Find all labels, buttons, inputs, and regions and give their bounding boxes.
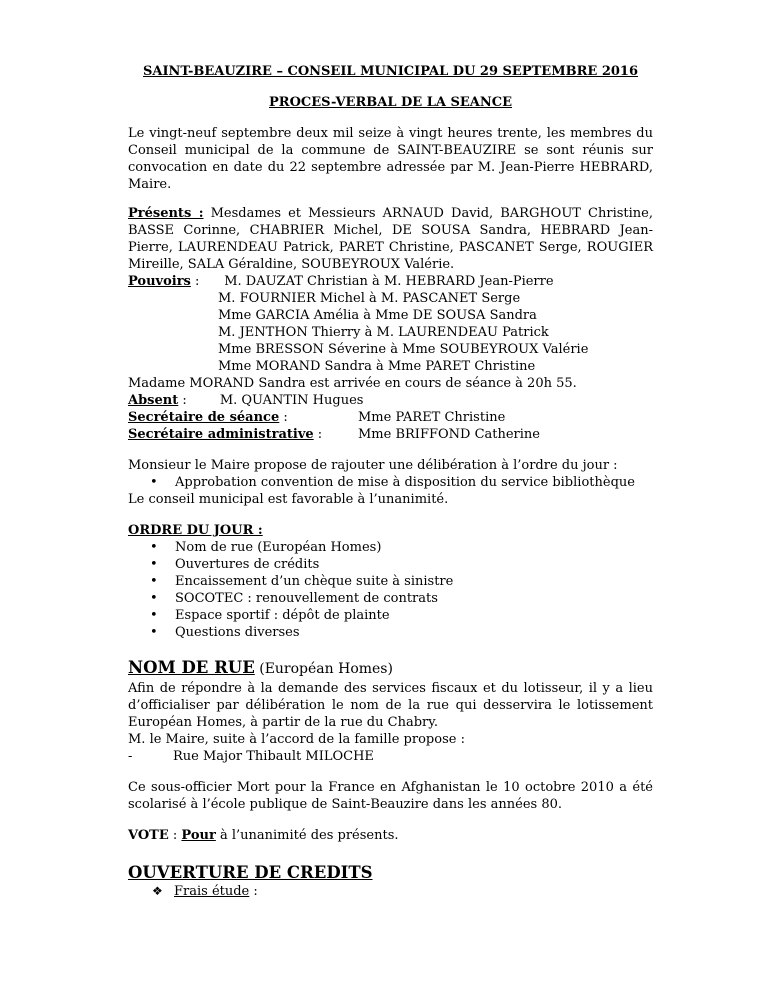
pouvoirs-separator: : bbox=[190, 274, 225, 289]
vote-label: VOTE bbox=[128, 828, 169, 843]
list-item: • Approbation convention de mise à disposition du service bibliothèque bbox=[128, 474, 653, 491]
vote-rest: à l’unanimité des présents. bbox=[215, 828, 399, 843]
pouvoir-item: Mme GARCIA Amélia à Mme DE SOUSA Sandra bbox=[218, 308, 537, 323]
pouvoir-item: M. FOURNIER Michel à M. PASCANET Serge bbox=[218, 291, 521, 306]
vote-separator: : bbox=[168, 828, 182, 843]
list-item: • Ouvertures de crédits bbox=[128, 556, 653, 573]
page-subtitle: PROCES-VERBAL DE LA SEANCE bbox=[269, 95, 512, 110]
pouvoirs-label: Pouvoirs bbox=[128, 274, 191, 289]
ouverture-item-label: Frais étude bbox=[174, 884, 250, 899]
secretaire-admin-value: Mme BRIFFOND Catherine bbox=[358, 427, 540, 442]
nom-de-rue-subheading: (Européan Homes) bbox=[254, 661, 393, 677]
dash-bullet: - bbox=[128, 749, 133, 764]
vote-line bbox=[128, 827, 653, 844]
document-page bbox=[128, 63, 653, 900]
nom-de-rue-heading: NOM DE RUE bbox=[128, 658, 255, 677]
ordre-du-jour-list bbox=[128, 539, 653, 641]
list-item: • Nom de rue (Européan Homes) bbox=[128, 539, 653, 556]
list-item: • Encaissement d’un chèque suite à sinistre bbox=[128, 573, 653, 590]
presents-label: Présents : bbox=[128, 206, 204, 221]
nom-de-rue-paragraph: Afin de répondre à la demande des services fiscaux et du lotisseur, il y a lieu d’officialiser par délibération le nom de la rue qui desservira le lotissement Européan Homes, à partir de la rue du Chabry. bbox=[128, 681, 653, 730]
presents-paragraph bbox=[128, 205, 653, 273]
section-heading-nom-de-rue bbox=[128, 657, 653, 680]
nom-de-rue-proposal-intro: M. le Maire, suite à l’accord de la famille propose : bbox=[128, 732, 465, 747]
pouvoir-item: Mme BRESSON Séverine à Mme SOUBEYROUX Valérie bbox=[218, 342, 589, 357]
addition-result: Le conseil municipal est favorable à l’unanimité. bbox=[128, 492, 449, 507]
presents-text: Mesdames et Messieurs ARNAUD David, BARGHOUT Christine, BASSE Corinne, CHABRIER Michel, DE SOUSA Sandra, HEBRARD Jean-Pierre, LAURENDEAU Patrick, PARET Christine, PASCANET Serge, ROUGIER Mireille, SALA Géraldine, SOUBEYROUX Valérie. bbox=[128, 206, 653, 272]
pouvoir-item: M. DAUZAT Christian à M. HEBRARD Jean-Pierre bbox=[224, 274, 554, 289]
secretaire-admin-line bbox=[128, 426, 653, 443]
nom-de-rue-context: Ce sous-officier Mort pour la France en Afghanistan le 10 octobre 2010 a été scolarisé à l’école publique de Saint-Beauzire dans les années 80. bbox=[128, 780, 653, 812]
absent-label: Absent bbox=[128, 393, 179, 408]
ouverture-item bbox=[128, 883, 653, 900]
ouverture-item-suffix: : bbox=[249, 884, 258, 899]
list-item: • Espace sportif : dépôt de plainte bbox=[128, 607, 653, 624]
list-item: • Questions diverses bbox=[128, 624, 653, 641]
absent-value: M. QUANTIN Hugues bbox=[219, 393, 364, 408]
intro-paragraph: Le vingt-neuf septembre deux mil seize à vingt heures trente, les membres du Conseil municipal de la commune de SAINT-BEAUZIRE se sont réunis sur convocation en date du 22 septembre adressée par M. Jean-Pierre HEBRARD, Maire. bbox=[128, 126, 653, 192]
secretaire-seance-value: Mme PARET Christine bbox=[358, 410, 506, 425]
absent-separator: : bbox=[178, 393, 220, 408]
absent-line bbox=[128, 392, 653, 409]
pouvoirs-block bbox=[128, 273, 653, 375]
secretaire-admin-label: Secrétaire administrative bbox=[128, 427, 314, 442]
secretaire-seance-line bbox=[128, 409, 653, 426]
diamond-bullet-icon: ❖ bbox=[152, 884, 163, 898]
nom-de-rue-proposal bbox=[128, 748, 653, 765]
secretaire-seance-label: Secrétaire de séance bbox=[128, 410, 280, 425]
page-title: SAINT-BEAUZIRE – CONSEIL MUNICIPAL DU 29 SEPTEMBRE 2016 bbox=[142, 64, 638, 79]
pouvoir-item: Mme MORAND Sandra à Mme PARET Christine bbox=[218, 359, 536, 374]
ordre-du-jour-label: ORDRE DU JOUR : bbox=[128, 523, 263, 538]
secretaire-admin-separator: : bbox=[313, 427, 323, 442]
addition-paragraph: Monsieur le Maire propose de rajouter une délibération à l’ordre du jour : bbox=[128, 458, 618, 473]
proposal-value: Rue Major Thibault MILOCHE bbox=[173, 749, 374, 764]
list-item: • SOCOTEC : renouvellement de contrats bbox=[128, 590, 653, 607]
arrival-note: Madame MORAND Sandra est arrivée en cours de séance à 20h 55. bbox=[128, 376, 577, 391]
pouvoir-item: M. JENTHON Thierry à M. LAURENDEAU Patrick bbox=[218, 325, 549, 340]
secretaire-seance-separator: : bbox=[279, 410, 288, 425]
vote-pour: Pour bbox=[181, 828, 216, 843]
pouvoirs-first-line bbox=[128, 273, 653, 290]
section-heading-ouverture: OUVERTURE DE CREDITS bbox=[128, 863, 373, 882]
addition-list bbox=[128, 474, 653, 491]
